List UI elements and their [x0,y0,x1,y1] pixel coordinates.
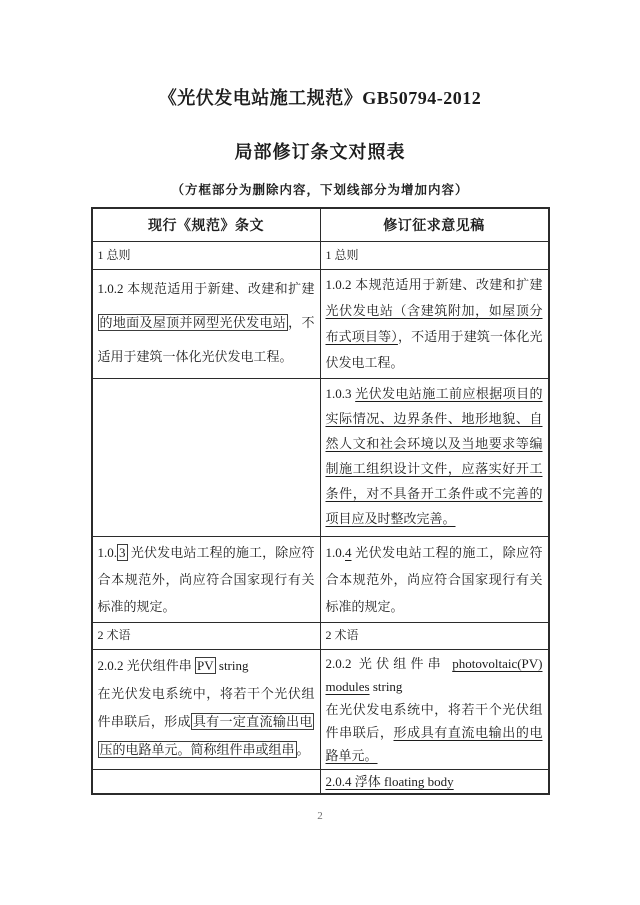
document-title: 《光伏发电站施工规范》GB50794-2012 [158,88,482,108]
text-run: 在光伏发电系统中，将若干个光伏组件串联后，形成 [97,685,315,729]
text-run: 在光伏发电系统中，将若干个光伏组件串联后， [325,701,543,740]
cell-revised-1-0-2 [320,269,549,378]
text-run: 2 术语 [97,628,131,642]
text-run: 光伏发电站工程的施工，除应符合本规范外，尚应符合国家现行有关标准的规定。 [97,544,315,614]
col-header-revised: 修订征求意见稿 [320,208,549,241]
table-row-1-0-2 [92,269,549,378]
paragraph [326,626,543,645]
deleted-text-box: 具有一定直流输出电压的电路单元。简称组件串或组串 [99,713,313,757]
table-header-row [92,208,549,241]
paragraph [326,698,543,767]
paragraph [98,680,315,764]
text-run: 1.0. [325,544,345,560]
table-row-section2 [92,622,549,649]
table-row-2-0-2 [92,649,549,769]
text-run: 1 总则 [325,247,359,262]
cell-revised-2-0-4 [320,769,549,794]
paragraph [326,272,543,376]
deleted-text-box: PV [197,657,214,673]
text-run: 光伏发电站工程的施工，除应符合本规范外，尚应符合国家现行有关标准的规定。 [325,544,543,614]
table-row-2-0-4 [92,769,549,794]
text-run: 1.0.3 [325,385,356,401]
text-run: 1 总则 [97,247,131,262]
paragraph [98,626,315,645]
cell-revised-1-0-4 [320,536,549,622]
text-run: 1.0. [97,544,117,560]
cell-current-1-0-3 [92,536,321,622]
comparison-table [91,207,550,795]
cell-revised-2-0-2 [320,649,549,769]
col-header-current: 现行《规范》条文 [92,208,321,241]
paragraph [98,539,315,620]
deleted-text-box: 3 [119,544,126,560]
added-text-underline: photovoltaic(PV) modules [325,655,543,694]
paragraph [326,539,543,620]
cell-current-1-0-2 [92,269,321,378]
page-number: 2 [317,810,323,822]
cell-current-2-0-2 [92,649,321,769]
text-run: 2 术语 [325,628,359,642]
paragraph [326,772,543,791]
table-row-1-0-3-new [92,378,549,536]
added-text-underline: 4 [345,544,352,560]
text-run: 。 [296,741,310,757]
text-run: 2.0.2 光伏组件串 [97,657,196,673]
paragraph [326,381,543,531]
legend-note: （方框部分为删除内容，下划线部分为增加内容） [171,183,469,197]
cell-current-section1 [92,241,321,269]
paragraph [98,272,315,374]
cell-revised-section2 [320,622,549,649]
paragraph [98,246,315,265]
text-run: 1.0.2 本规范适用于新建、改建和扩建 [325,276,543,292]
paragraph [326,246,543,265]
text-run: 2.0.2 光伏组件串 [325,655,453,671]
table-row-1-0-3-renumber [92,536,549,622]
cell-current-empty-1 [92,378,321,536]
paragraph [98,652,315,680]
added-text-underline: 光伏发电站施工前应根据项目的实际情况、边界条件、地形地貌、自然人文和社会环境以及当地要求等编制施工组织设计文件，应落实好开工条件，对不具备开工条件或不完善的项目应及时整改完善。 [325,385,543,526]
added-text-underline: 2.0.4 浮体 floating body [325,773,454,789]
text-run: string [215,657,249,673]
cell-revised-section1 [320,241,549,269]
table-row-section1 [92,241,549,269]
added-text-underline: 形成具有直流电输出的电路单元。 [325,724,543,763]
cell-current-empty-2 [92,769,321,794]
cell-current-section2 [92,622,321,649]
text-run: 1.0.2 本规范适用于新建、改建和扩建 [97,280,315,296]
paragraph [326,652,543,698]
text-run: string [369,678,403,694]
text-run: ，不适用于建筑一体化光伏发电工程。 [325,328,543,370]
cell-revised-1-0-3 [320,378,549,536]
document-subtitle: 局部修订条文对照表 [234,142,406,162]
deleted-text-box: 的地面及屋顶并网型光伏发电站 [99,314,287,330]
text-run: ，不适用于建筑一体化光伏发电工程。 [97,314,315,364]
added-text-underline: 光伏发电站（含建筑附加，如屋顶分布式项目等） [325,302,543,344]
